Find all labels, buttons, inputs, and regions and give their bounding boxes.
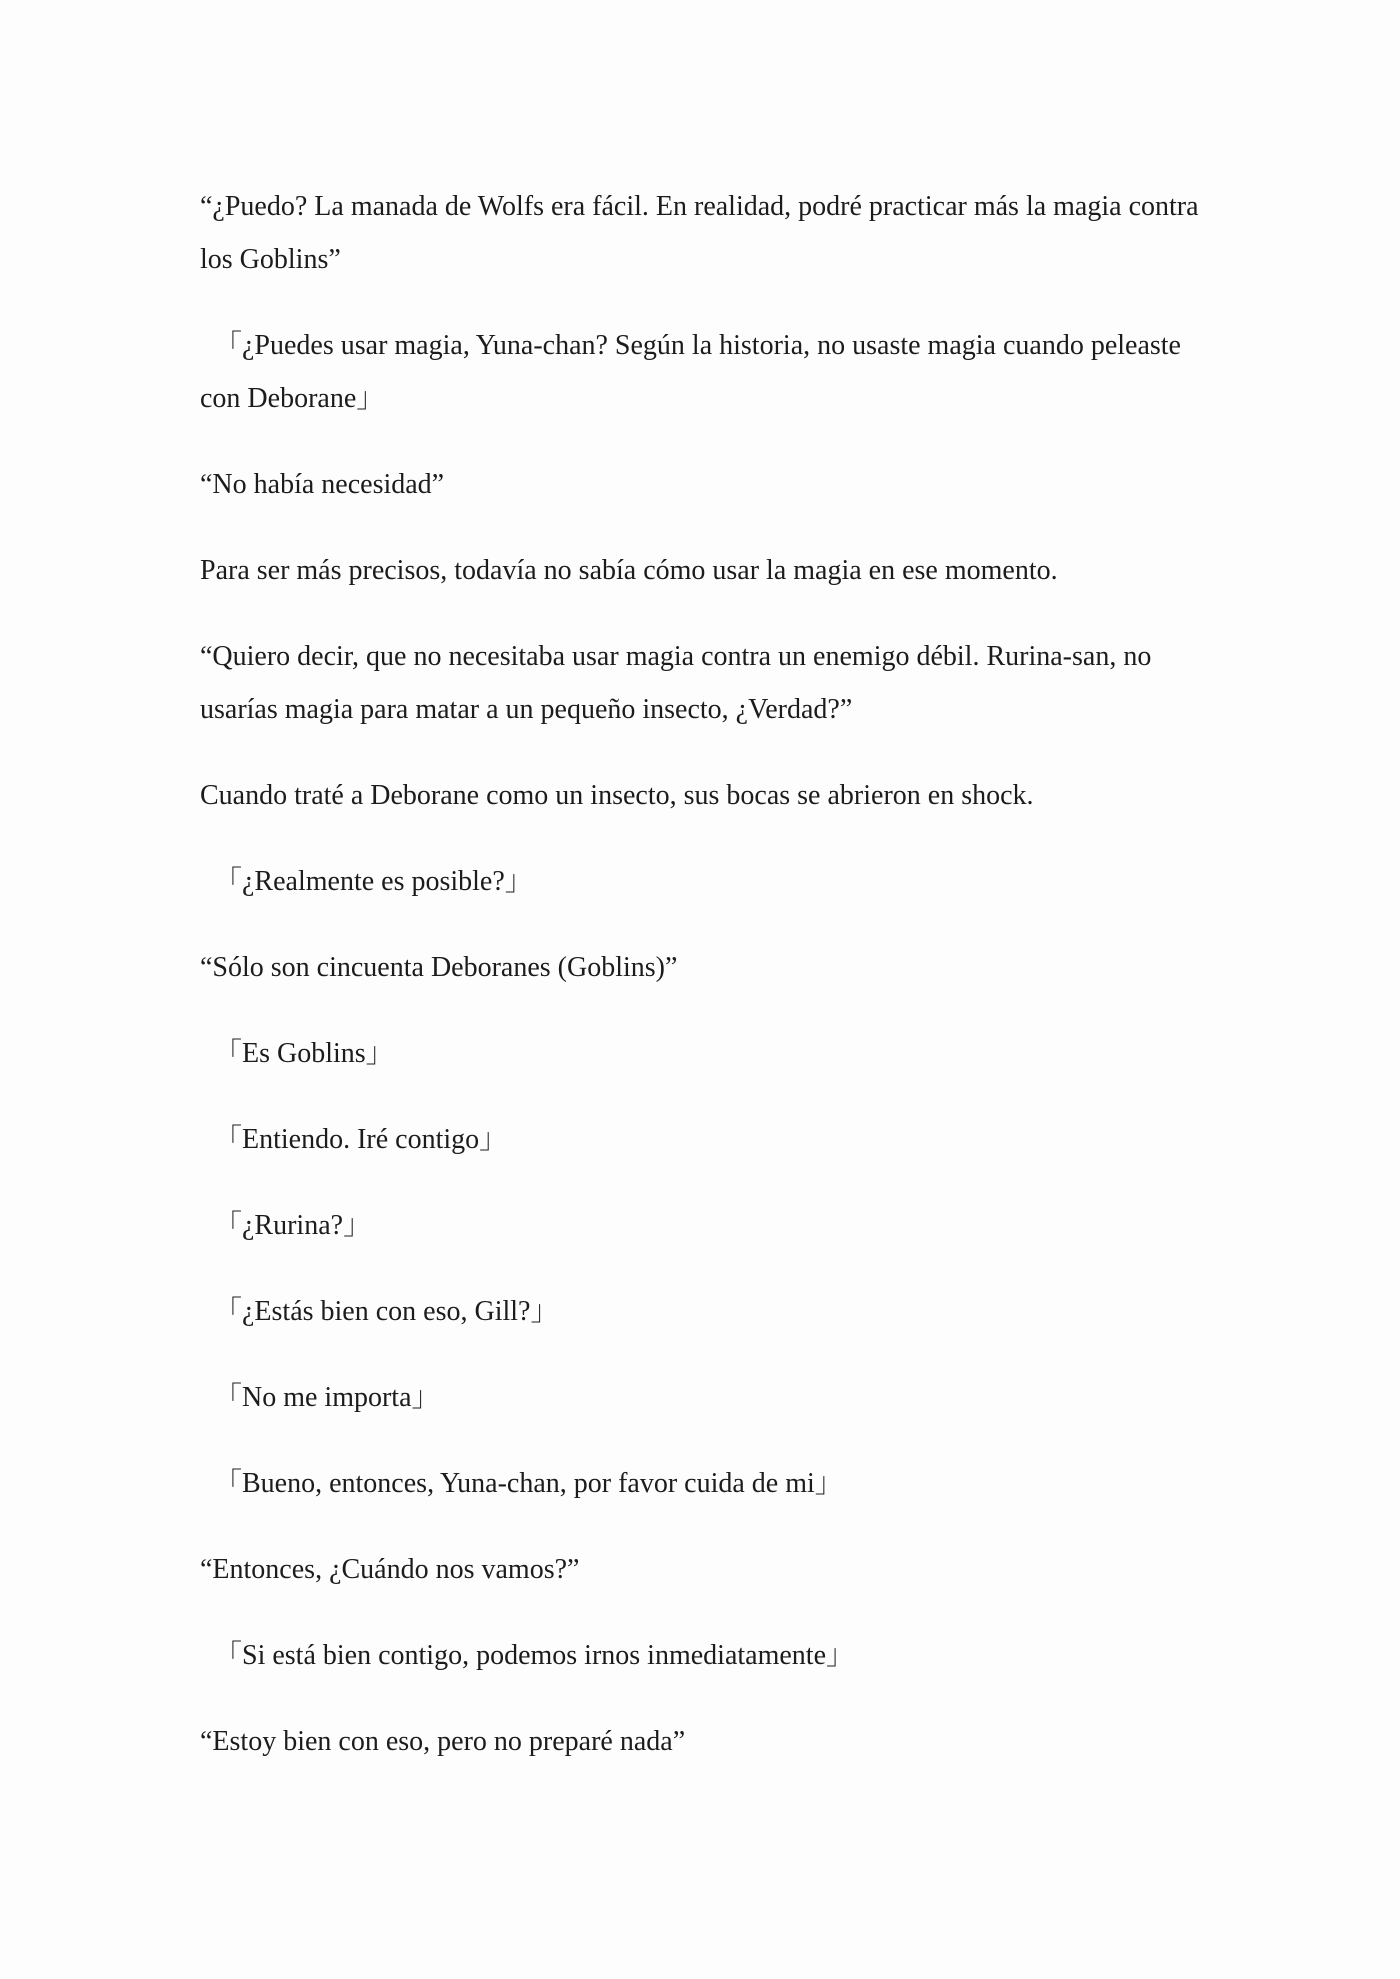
paragraph: 「Entiendo. Iré contigo」 [214, 1124, 508, 1155]
paragraph: 「¿Rurina?」 [214, 1210, 372, 1241]
paragraph: 「¿Puedes usar magia, Yuna-chan? Según la historia, no usaste magia cuando peleaste con Deborane」 [200, 330, 1181, 414]
paragraph: Cuando traté a Deborane como un insecto, sus bocas se abrieron en shock. [200, 780, 1034, 811]
paragraph: “Sólo son cincuenta Deboranes (Goblins)” [200, 952, 678, 983]
paragraph: 「¿Estás bien con eso, Gill?」 [214, 1296, 559, 1327]
paragraph: “Estoy bien con eso, pero no preparé nada” [200, 1726, 686, 1757]
paragraph: “Quiero decir, que no necesitaba usar magia contra un enemigo débil. Rurina-san, no usarías magia para matar a un pequeño insecto, ¿Verdad?” [200, 641, 1152, 725]
paragraph: 「Es Goblins」 [214, 1038, 394, 1069]
paragraph: 「No me importa」 [214, 1382, 440, 1413]
document-body [200, 180, 1210, 1801]
paragraph: “No había necesidad” [200, 469, 445, 500]
paragraph: 「Bueno, entonces, Yuna-chan, por favor cuida de mi」 [214, 1468, 843, 1499]
paragraph: Para ser más precisos, todavía no sabía cómo usar la magia en ese momento. [200, 555, 1058, 586]
paragraph: 「¿Realmente es posible?」 [214, 866, 533, 897]
paragraph: 「Si está bien contigo, podemos irnos inmediatamente」 [214, 1640, 854, 1671]
paragraph: “Entonces, ¿Cuándo nos vamos?” [200, 1554, 580, 1585]
paragraph: “¿Puedo? La manada de Wolfs era fácil. En realidad, podré practicar más la magia contra los Goblins” [200, 191, 1199, 275]
